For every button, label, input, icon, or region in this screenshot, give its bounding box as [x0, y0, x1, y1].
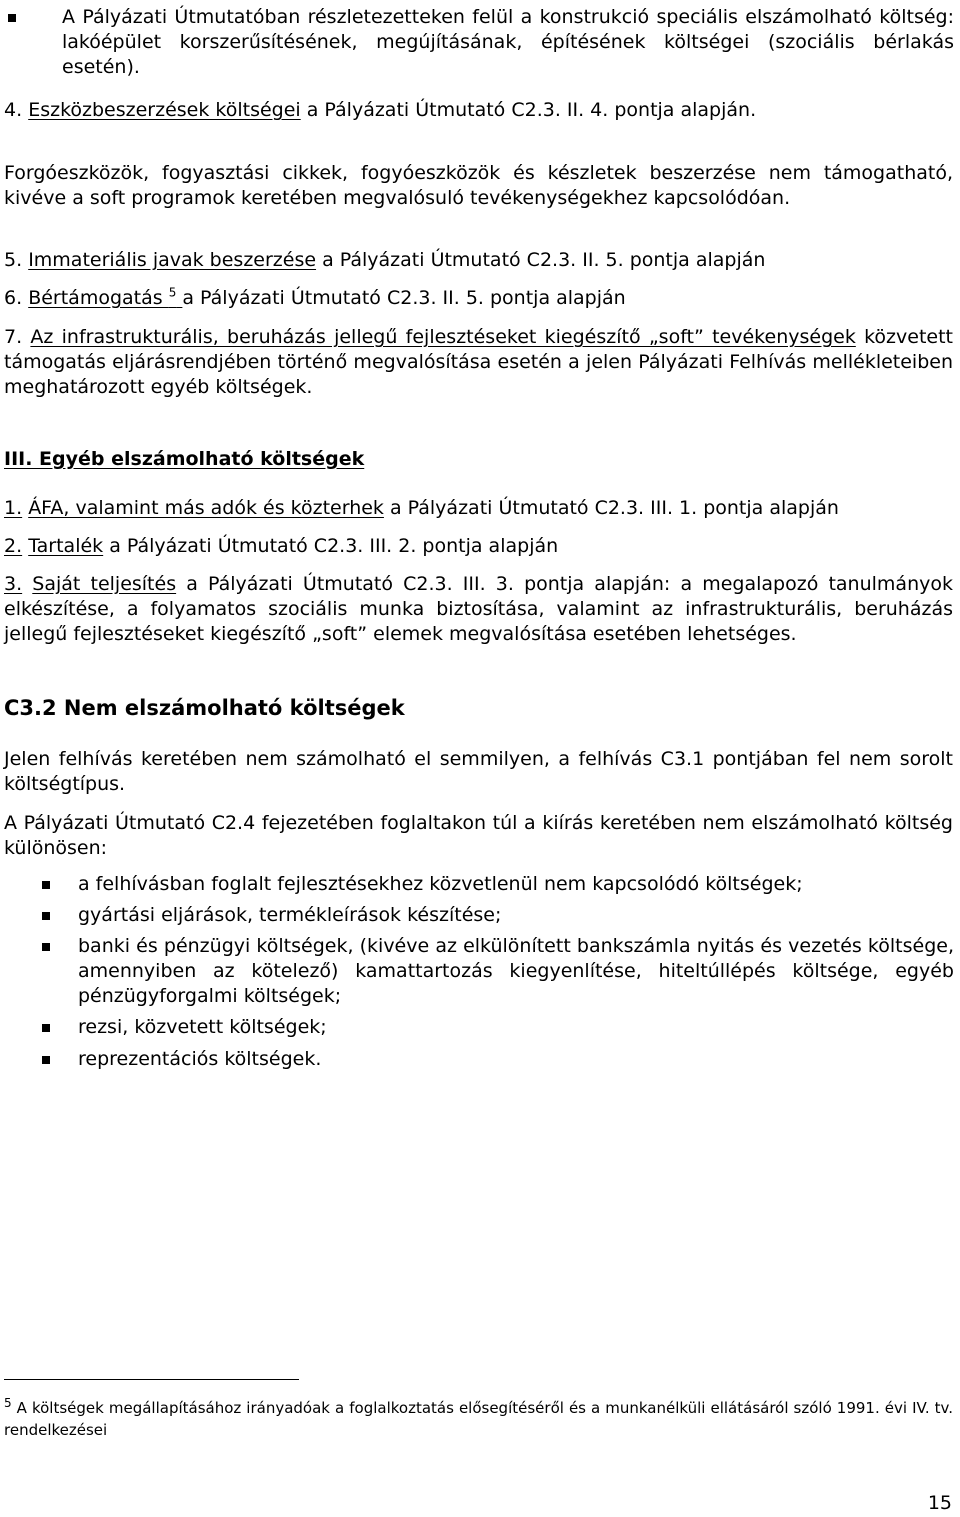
item-4-title: Eszközbeszerzések költségei [28, 99, 301, 121]
item-5 [4, 248, 953, 273]
s3-item-3-number: 3. [4, 573, 23, 595]
bullet-marker [8, 14, 16, 22]
bullet-marker [42, 1024, 50, 1032]
list-item: rezsi, közvetett költségek; [78, 1016, 327, 1038]
footnote-text: A költségek megállapításához irányadóak a foglalkoztatás elősegítéséről és a munkanélküli ellátásáról szóló 1991. évi IV. tv. rendelkezései [4, 1399, 953, 1439]
list-item: reprezentációs költségek. [78, 1048, 322, 1070]
s3-item-1-number: 1. [4, 497, 23, 519]
c32-paragraph-2: A Pályázati Útmutató C2.4 fejezetében foglaltakon túl a kiírás keretében nem elszámolható költség különösen: [4, 812, 953, 859]
footnote-separator [4, 1379, 299, 1380]
item-5-number: 5. [4, 249, 23, 271]
s3-item-2-title: Tartalék [28, 535, 104, 557]
bullet-marker [42, 912, 50, 920]
footnote [4, 1397, 953, 1441]
s3-item-1-title: ÁFA, valamint más adók és közterhek [28, 497, 384, 519]
item-6 [4, 286, 953, 311]
item-6-reference: a Pályázati Útmutató C2.3. II. 5. pontja alapján [182, 287, 626, 309]
page-number: 15 [927, 1492, 952, 1514]
s3-item-2 [4, 534, 953, 559]
bullet-marker [42, 1056, 50, 1064]
s3-item-2-reference: a Pályázati Útmutató C2.3. III. 2. pontja alapján [103, 535, 559, 557]
section-iii-heading: III. Egyéb elszámolható költségek [4, 448, 365, 470]
list-item: gyártási eljárások, termékleírások készítése; [78, 904, 502, 926]
s3-item-3-title: Saját teljesítés [32, 573, 177, 595]
footnote-ref: 5 [168, 285, 177, 300]
c32-heading: C3.2 Nem elszámolható költségek [4, 696, 405, 720]
item-7 [4, 325, 953, 400]
item-6-number: 6. [4, 287, 23, 309]
item-4 [4, 98, 953, 123]
item-4-note: Forgóeszközök, fogyasztási cikkek, fogyóeszközök és készletek beszerzése nem támogatható, kivéve a soft programok keretében megvalósuló tevékenységekhez kapcsolódóan. [4, 162, 953, 209]
footnote-number: 5 [4, 1396, 12, 1410]
bullet-marker [42, 943, 50, 951]
item-5-reference: a Pályázati Útmutató C2.3. II. 5. pontja alapján [316, 249, 766, 271]
item-7-number: 7. [4, 326, 23, 348]
item-7-text: közvetett támogatás eljárásrendjében történő megvalósítása esetén a jelen Pályázati Felhívás mellékleteiben meghatározott egyéb költségek. [4, 326, 953, 398]
s3-item-3-text: a Pályázati Útmutató C2.3. III. 3. pontja alapján: a megalapozó tanulmányok elkészítése, a folyamatos szociális munka biztosítása, valamint az infrastrukturális, beruházás jellegű fejlesztéseket kiegészítő „soft” elemek megvalósítása esetében lehetséges. [4, 573, 953, 645]
item-4-reference: a Pályázati Útmutató C2.3. II. 4. pontja alapján. [300, 99, 757, 121]
item-4-number: 4. [4, 99, 23, 121]
list-item: banki és pénzügyi költségek, (kivéve az elkülönített bankszámla nyitás és vezetés költsége, amennyiben az kötelező) kamattartozás kiegyenlítése, hiteltúllépés költsége, egyéb pénzügyforgalmi költségek; [78, 935, 954, 1007]
item-6-title [28, 287, 182, 309]
c32-paragraph-1: Jelen felhívás keretében nem számolható el semmilyen, a felhívás C3.1 pontjában fel nem sorolt költségtípus. [4, 748, 953, 795]
intro-bullet-text: A Pályázati Útmutatóban részletezetteken felül a konstrukció speciális elszámolható költség: lakóépület korszerűsítésének, megújításának, építésének költségei (szociális bérlakás esetén). [62, 6, 954, 78]
item-5-title: Immateriális javak beszerzése [28, 249, 317, 271]
item-6-title-text: Bértámogatás [28, 287, 169, 309]
item-7-title: Az infrastrukturális, beruházás jellegű fejlesztéseket kiegészítő „soft” tevékenységek [30, 326, 856, 348]
list-item: a felhívásban foglalt fejlesztésekhez közvetlenül nem kapcsolódó költségek; [78, 873, 803, 895]
s3-item-2-number: 2. [4, 535, 23, 557]
bullet-marker [42, 881, 50, 889]
s3-item-3 [4, 572, 953, 647]
s3-item-1 [4, 496, 953, 521]
s3-item-1-reference: a Pályázati Útmutató C2.3. III. 1. pontja alapján [383, 497, 839, 519]
